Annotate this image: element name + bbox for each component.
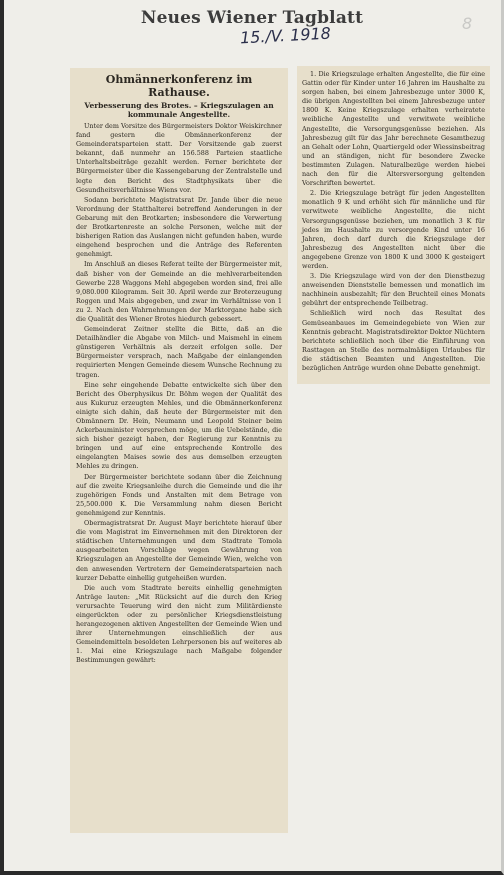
article-clipping-left xyxy=(70,68,288,833)
article-clipping-right xyxy=(297,66,490,384)
pencil-mark: 8 xyxy=(462,14,473,33)
paragraph: 1. Die Kriegszulage erhalten Angestellte, die für eine Gattin oder für Kinder unter 16 Jahren im Haushalte zu sorgen haben, bei einem Jahresbezuge unter 3000 K, die übrigen Angestellten bei einem Jahresbezuge unter 1800 K. Keine Kriegszulage erhalten verheiratete weibliche Angestellte und verwitwete weibliche Angestellte, die Versorgungsgenüsse beziehen. Als Jahresbezug gilt für das Jahr berechnete Gesamtbezug an Gehalt oder Lohn, Quartiergeld oder Wiessinsbeitrag und an ständigen, nicht für besondere Zwecke bestimmten Zulagen. Naturalbezüge werden hiebei nach den für die Altersversorgung geltenden Vorschriften bewertet. xyxy=(302,70,485,188)
paragraph: Unter dem Vorsitze des Bürgermeisters Doktor Weiskirchner fand gestern die Obmännerkonferenz der Gemeinderatsparteien statt. Der Vorsitzende gab zuerst bekannt, daß nunmehr an 156.588 Parteien staatliche Unterhaltsbeiträge gezahlt werden. Ferner berichtete der Bürgermeister über die Kassengebarung der Zentralstelle und legte den Bericht des Stadtphysikats über die Gesundheitsverhältnisse Wiens vor. xyxy=(76,122,282,194)
paragraph: Die auch vom Stadtrate bereits einhellig genehmigten Anträge lauten: „Mit Rücksicht auf die durch den Krieg verursachte Teuerung wird den nicht zum Militärdienste eingerückten oder zu persönlicher Kriegsdienstleistung herangezogenen aktiven Angestellten der Gemeinde Wien und ihrer Unternehmungen einschließlich der aus Gemeindemitteln besoldeten Lehrpersonen bis auf weiteres ab 1. Mai eine Kriegszulage nach Maßgabe folgender Bestimmungen gewährt: xyxy=(76,583,282,665)
article-body-right xyxy=(302,70,485,373)
handwritten-date: 15./V. 1918 xyxy=(239,23,332,48)
paragraph: Der Bürgermeister berichtete sodann über die Zeichnung auf die zweite Kriegsanleihe durch die Gemeinde und die ihr zugehörigen Fonds und Anstalten mit dem Betrage von 25,500.000 K. Die Versammlung nahm diesen Bericht genehmigend zur Kenntnis. xyxy=(76,472,282,517)
paragraph: Sodann berichtete Magistratsrat Dr. Jande über die neue Verordnung der Statthalterei betreffend Aenderungen in der Gebarung mit den Brotkarten; insbesondere die Verwertung der Brotkartenreste an solche Personen, welche mit der bisherigen Ration das Auslangen nicht gefunden haben, wurde eingehend besprochen und die Anträge des Referenten genehmigt. xyxy=(76,195,282,259)
article-subhead: Verbesserung des Brotes. – Kriegszulagen an kommunale Angestellte. xyxy=(84,101,274,119)
newspaper-masthead: Neues Wiener Tagblatt xyxy=(140,8,364,28)
paragraph: Im Anschluß an dieses Referat teilte der Bürgermeister mit, daß bisher von der Gemeinde an die mehlverarbeitenden Gewerbe 228 Waggons Mehl abgegeben worden sind, frei alle 9,080.000 Kilogramm. Seit 30. April werde zur Broterzeugung Roggen und Mais abgegeben, und zwar im Verhältnisse von 1 zu 2. Nach den Wahrnehmungen der Marktorgane habe sich die Qualität des Wiener Brotes hiedurch gebessert. xyxy=(76,260,282,323)
paragraph: Obermagistratsrat Dr. August Mayr berichtete hierauf über die vom Magistrat im Einvernehmen mit den Direktoren der städtischen Unternehmungen und dem Stadtrate Tomola ausgearbeiteten Vorschläge wegen Gewährung von Kriegszulagen an Angestellte der Gemeinde Wien, welche von den anwesenden Vertretern der Gemeinderatsparteien nach kurzer Debatte einhellig gutgeheißen wurden. xyxy=(76,519,282,582)
article-headline: Ohmännerkonferenz im Rathause. xyxy=(105,73,253,99)
paragraph: Schließlich wird noch das Resultat des Gemüseanbaues im Gemeindegebiete von Wien zur Kenntnis gebracht. Magistratsdirektor Doktor Nüchtern berichtete schließlich noch über die Einführung von Rasttagen an Stelle des normalmäßigen Urlaubes für die städtischen Beamten und Angestellten. Die bezüglichen Anträge wurden ohne Debatte genehmigt. xyxy=(302,309,485,372)
paragraph: Gemeinderat Zeitner stellte die Bitte, daß an die Detailhändler die Abgabe von Milch- und Maismehl in einem günstigeren Verhältnis als derzeit erfolgen solle. Der Bürgermeister versprach, nach Maßgabe der einlangenden requirierten Mengen Gemeinde diesem Wunsche Rechnung zu tragen. xyxy=(76,325,282,379)
article-body-left xyxy=(76,122,282,666)
paragraph: 3. Die Kriegszulage wird von der den Dienstbezug anweisenden Dienststelle bemessen und monatlich im nachhinein ausbezahlt; für den Bruchteil eines Monats gebührt der entsprechende Teilbetrag. xyxy=(302,272,485,308)
paragraph: 2. Die Kriegszulage beträgt für jeden Angestellten monatlich 9 K und erhöht sich für männliche und für verwitwete weibliche Angestellte, die nicht Versorgungsgenüsse beziehen, um monatlich 3 K für jedes im Haushalte zu versorgende Kind unter 16 Jahren, doch darf durch die Kriegszulage der Jahresbezug des Angestellten nicht über die angegebene Grenze von 1800 K und 3000 K gesteigert werden. xyxy=(302,189,485,270)
paragraph: Eine sehr eingehende Debatte entwickelte sich über den Bericht des Oberphysikus Dr. Böhm wegen der Qualität des aus Kukuruz erzeugten Mehles, und die Obmännerkonferenz einigte sich dahin, daß heute der Bürgermeister mit den Obmännern Dr. Hein, Neumann und Leopold Steiner beim Ackerbauminister vorsprechen möge, um die Uebelstände, die sich bisher gezeigt haben, der Regierung zur Kenntnis zu bringen und auf eine entsprechende Kontrolle des eingelangten Maises sowie des aus demselben erzeugten Mehles zu dringen. xyxy=(76,380,282,471)
